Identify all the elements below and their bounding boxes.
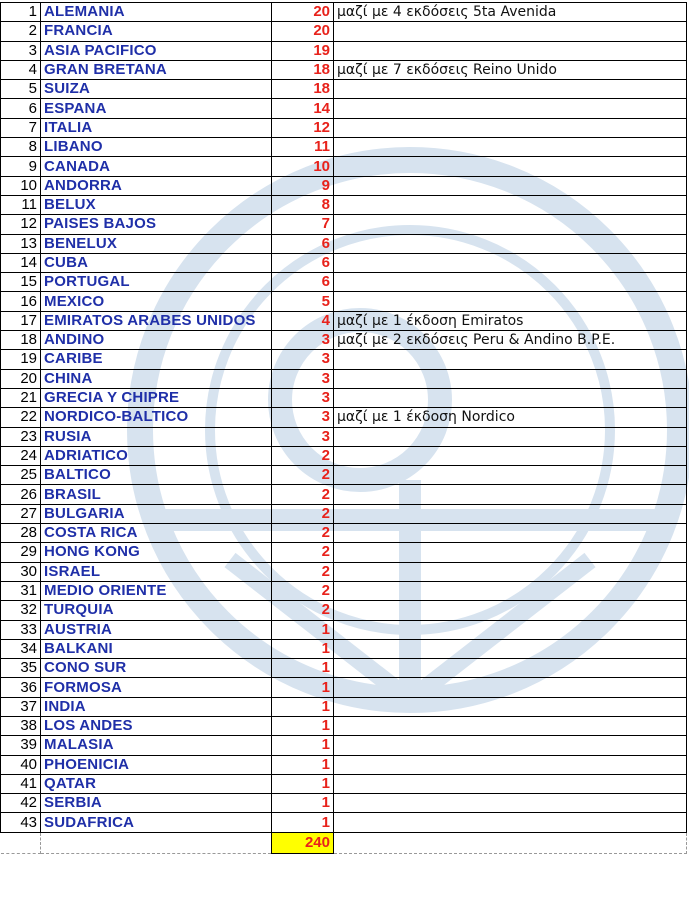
table-row [1, 60, 687, 79]
country-name[interactable]: ITALIA [41, 118, 272, 137]
note-cell[interactable] [334, 562, 687, 581]
note-cell[interactable] [334, 620, 687, 639]
row-number[interactable]: 39 [1, 736, 41, 755]
edition-count[interactable]: 1 [272, 697, 334, 716]
country-name[interactable]: CANADA [41, 157, 272, 176]
note-cell[interactable] [334, 41, 687, 60]
edition-count[interactable]: 2 [272, 485, 334, 504]
edition-count[interactable]: 18 [272, 80, 334, 99]
edition-count[interactable]: 19 [272, 41, 334, 60]
edition-count[interactable]: 3 [272, 331, 334, 350]
note-cell[interactable]: μαζί με 1 έκδοση Nordico [334, 408, 687, 427]
row-number[interactable]: 32 [1, 601, 41, 620]
row-number[interactable]: 16 [1, 292, 41, 311]
row-number[interactable]: 8 [1, 138, 41, 157]
note-cell[interactable] [334, 543, 687, 562]
country-name[interactable]: MEXICO [41, 292, 272, 311]
note-cell[interactable] [334, 22, 687, 41]
edition-count[interactable]: 2 [272, 524, 334, 543]
country-name[interactable]: QATAR [41, 774, 272, 793]
country-name[interactable]: SUIZA [41, 80, 272, 99]
note-cell[interactable] [334, 601, 687, 620]
row-number[interactable]: 30 [1, 562, 41, 581]
row-number[interactable]: 25 [1, 466, 41, 485]
note-cell[interactable] [334, 138, 687, 157]
table-row [1, 813, 687, 832]
table-body [1, 3, 687, 854]
note-cell[interactable] [334, 215, 687, 234]
table-row [1, 195, 687, 214]
row-number[interactable]: 6 [1, 99, 41, 118]
edition-count[interactable]: 20 [272, 22, 334, 41]
table-row [1, 697, 687, 716]
note-cell[interactable] [334, 253, 687, 272]
country-name[interactable]: PORTUGAL [41, 273, 272, 292]
country-name[interactable]: TURQUIA [41, 601, 272, 620]
note-cell[interactable] [334, 774, 687, 793]
edition-count[interactable]: 6 [272, 273, 334, 292]
note-cell[interactable] [334, 99, 687, 118]
edition-count[interactable]: 6 [272, 234, 334, 253]
country-name[interactable]: SERBIA [41, 794, 272, 813]
country-name[interactable]: ESPANA [41, 99, 272, 118]
note-cell[interactable] [334, 195, 687, 214]
edition-count[interactable]: 11 [272, 138, 334, 157]
row-number[interactable]: 11 [1, 195, 41, 214]
row-number[interactable]: 20 [1, 369, 41, 388]
note-cell[interactable]: μαζί με 7 εκδόσεις Reino Unido [334, 60, 687, 79]
country-name[interactable]: ADRIATICO [41, 446, 272, 465]
edition-count[interactable]: 1 [272, 639, 334, 658]
country-name[interactable]: PAISES BAJOS [41, 215, 272, 234]
table-row [1, 562, 687, 581]
edition-count[interactable]: 8 [272, 195, 334, 214]
row-number[interactable]: 2 [1, 22, 41, 41]
country-name[interactable]: SUDAFRICA [41, 813, 272, 832]
edition-count[interactable]: 7 [272, 215, 334, 234]
note-cell[interactable]: μαζί με 4 εκδόσεις 5ta Avenida [334, 3, 687, 22]
row-number[interactable]: 34 [1, 639, 41, 658]
country-name[interactable]: ISRAEL [41, 562, 272, 581]
row-number[interactable]: 43 [1, 813, 41, 832]
country-name[interactable]: BENELUX [41, 234, 272, 253]
row-number[interactable]: 3 [1, 41, 41, 60]
edition-count[interactable]: 3 [272, 408, 334, 427]
edition-count[interactable]: 3 [272, 350, 334, 369]
table-row [1, 408, 687, 427]
country-name[interactable]: HONG KONG [41, 543, 272, 562]
row-number[interactable]: 31 [1, 581, 41, 600]
table-row [1, 41, 687, 60]
edition-count[interactable]: 2 [272, 601, 334, 620]
row-number[interactable]: 35 [1, 659, 41, 678]
edition-count[interactable]: 1 [272, 716, 334, 735]
note-cell[interactable] [334, 755, 687, 774]
country-name[interactable]: ALEMANIA [41, 3, 272, 22]
table-row [1, 446, 687, 465]
table-row [1, 427, 687, 446]
edition-count[interactable]: 1 [272, 755, 334, 774]
table-row [1, 504, 687, 523]
row-number[interactable]: 36 [1, 678, 41, 697]
country-name[interactable]: CARIBE [41, 350, 272, 369]
row-number[interactable]: 41 [1, 774, 41, 793]
empty-cell[interactable] [41, 832, 272, 853]
table-row [1, 234, 687, 253]
country-name[interactable]: BALTICO [41, 466, 272, 485]
note-cell[interactable] [334, 581, 687, 600]
table-row [1, 755, 687, 774]
note-cell[interactable] [334, 369, 687, 388]
edition-count[interactable]: 4 [272, 311, 334, 330]
edition-count[interactable]: 1 [272, 659, 334, 678]
note-cell[interactable] [334, 350, 687, 369]
table-row [1, 601, 687, 620]
note-cell[interactable] [334, 794, 687, 813]
edition-count[interactable]: 10 [272, 157, 334, 176]
edition-count[interactable]: 5 [272, 292, 334, 311]
edition-count[interactable]: 3 [272, 369, 334, 388]
edition-count[interactable]: 1 [272, 794, 334, 813]
row-number[interactable]: 40 [1, 755, 41, 774]
country-name[interactable]: COSTA RICA [41, 524, 272, 543]
country-name[interactable]: BRASIL [41, 485, 272, 504]
note-cell[interactable] [334, 273, 687, 292]
country-name[interactable]: PHOENICIA [41, 755, 272, 774]
table-row [1, 524, 687, 543]
row-number[interactable]: 22 [1, 408, 41, 427]
table-row [1, 176, 687, 195]
edition-count[interactable]: 1 [272, 813, 334, 832]
table-row [1, 118, 687, 137]
row-number[interactable]: 13 [1, 234, 41, 253]
edition-count[interactable]: 1 [272, 620, 334, 639]
country-name[interactable]: RUSIA [41, 427, 272, 446]
note-cell[interactable] [334, 659, 687, 678]
table-row [1, 273, 687, 292]
country-name[interactable]: FORMOSA [41, 678, 272, 697]
table-row [1, 215, 687, 234]
edition-count[interactable]: 3 [272, 427, 334, 446]
note-cell[interactable] [334, 292, 687, 311]
note-cell[interactable] [334, 446, 687, 465]
edition-count[interactable]: 12 [272, 118, 334, 137]
country-name[interactable]: CONO SUR [41, 659, 272, 678]
table-row [1, 736, 687, 755]
country-name[interactable]: GRECIA Y CHIPRE [41, 388, 272, 407]
table-row [1, 331, 687, 350]
country-name[interactable]: AUSTRIA [41, 620, 272, 639]
country-name[interactable]: EMIRATOS ARABES UNIDOS [41, 311, 272, 330]
edition-count[interactable]: 3 [272, 388, 334, 407]
edition-count[interactable]: 1 [272, 774, 334, 793]
total-cell[interactable]: 240 [272, 832, 334, 853]
note-cell[interactable] [334, 716, 687, 735]
country-table [0, 2, 687, 854]
table-row [1, 678, 687, 697]
row-number[interactable]: 23 [1, 427, 41, 446]
edition-count[interactable]: 9 [272, 176, 334, 195]
note-cell[interactable] [334, 176, 687, 195]
row-number[interactable]: 29 [1, 543, 41, 562]
table-row [1, 485, 687, 504]
table-row [1, 388, 687, 407]
table-row [1, 466, 687, 485]
table-row [1, 292, 687, 311]
note-cell[interactable] [334, 388, 687, 407]
row-number[interactable]: 12 [1, 215, 41, 234]
note-cell[interactable] [334, 466, 687, 485]
row-number[interactable]: 5 [1, 80, 41, 99]
country-name[interactable]: ANDORRA [41, 176, 272, 195]
edition-count[interactable]: 1 [272, 736, 334, 755]
country-name[interactable]: MALASIA [41, 736, 272, 755]
table-row [1, 157, 687, 176]
empty-cell[interactable] [1, 832, 41, 853]
edition-count[interactable]: 2 [272, 562, 334, 581]
country-name[interactable]: INDIA [41, 697, 272, 716]
country-name[interactable]: BULGARIA [41, 504, 272, 523]
edition-count[interactable]: 6 [272, 253, 334, 272]
table-row [1, 99, 687, 118]
table-row [1, 3, 687, 22]
country-name[interactable]: ANDINO [41, 331, 272, 350]
note-cell[interactable] [334, 678, 687, 697]
row-number[interactable]: 24 [1, 446, 41, 465]
edition-count[interactable]: 2 [272, 504, 334, 523]
note-cell[interactable] [334, 427, 687, 446]
row-number[interactable]: 1 [1, 3, 41, 22]
note-cell[interactable] [334, 118, 687, 137]
edition-count[interactable]: 18 [272, 60, 334, 79]
table-row [1, 138, 687, 157]
table-row [1, 543, 687, 562]
table-row [1, 716, 687, 735]
country-name[interactable]: GRAN BRETANA [41, 60, 272, 79]
edition-count[interactable]: 1 [272, 678, 334, 697]
note-cell[interactable] [334, 80, 687, 99]
country-name[interactable]: LOS ANDES [41, 716, 272, 735]
row-number[interactable]: 4 [1, 60, 41, 79]
note-cell[interactable] [334, 736, 687, 755]
country-name[interactable]: CUBA [41, 253, 272, 272]
table-row [1, 350, 687, 369]
country-name[interactable]: BALKANI [41, 639, 272, 658]
row-number[interactable]: 14 [1, 253, 41, 272]
edition-count[interactable]: 2 [272, 543, 334, 562]
table-row [1, 311, 687, 330]
row-number[interactable]: 27 [1, 504, 41, 523]
row-number[interactable]: 15 [1, 273, 41, 292]
row-number[interactable]: 18 [1, 331, 41, 350]
table-row [1, 620, 687, 639]
country-name[interactable]: BELUX [41, 195, 272, 214]
table-row [1, 253, 687, 272]
table-row [1, 80, 687, 99]
total-row [1, 832, 687, 853]
edition-count[interactable]: 2 [272, 446, 334, 465]
country-name[interactable]: MEDIO ORIENTE [41, 581, 272, 600]
table-row [1, 581, 687, 600]
row-number[interactable]: 37 [1, 697, 41, 716]
note-cell[interactable] [334, 234, 687, 253]
country-name[interactable]: CHINA [41, 369, 272, 388]
edition-count[interactable]: 14 [272, 99, 334, 118]
note-cell[interactable]: μαζί με 2 εκδόσεις Peru & Andino B.P.E. [334, 331, 687, 350]
note-cell[interactable] [334, 485, 687, 504]
country-name[interactable]: FRANCIA [41, 22, 272, 41]
row-number[interactable]: 42 [1, 794, 41, 813]
edition-count[interactable]: 2 [272, 581, 334, 600]
row-number[interactable]: 38 [1, 716, 41, 735]
note-cell[interactable] [334, 813, 687, 832]
row-number[interactable]: 19 [1, 350, 41, 369]
note-cell[interactable] [334, 504, 687, 523]
row-number[interactable]: 26 [1, 485, 41, 504]
note-cell[interactable] [334, 697, 687, 716]
table-row [1, 369, 687, 388]
row-number[interactable]: 21 [1, 388, 41, 407]
country-name[interactable]: LIBANO [41, 138, 272, 157]
row-number[interactable]: 28 [1, 524, 41, 543]
row-number[interactable]: 17 [1, 311, 41, 330]
table-row [1, 639, 687, 658]
note-cell[interactable] [334, 639, 687, 658]
edition-count[interactable]: 2 [272, 466, 334, 485]
row-number[interactable]: 33 [1, 620, 41, 639]
country-name[interactable]: NORDICO-BALTICO [41, 408, 272, 427]
table-row [1, 659, 687, 678]
empty-cell[interactable] [334, 832, 687, 853]
row-number[interactable]: 7 [1, 118, 41, 137]
note-cell[interactable] [334, 157, 687, 176]
note-cell[interactable] [334, 524, 687, 543]
row-number[interactable]: 9 [1, 157, 41, 176]
table-row [1, 774, 687, 793]
note-cell[interactable]: μαζί με 1 έκδοση Emiratos [334, 311, 687, 330]
edition-count[interactable]: 20 [272, 3, 334, 22]
country-name[interactable]: ASIA PACIFICO [41, 41, 272, 60]
table-row [1, 22, 687, 41]
row-number[interactable]: 10 [1, 176, 41, 195]
table-row [1, 794, 687, 813]
